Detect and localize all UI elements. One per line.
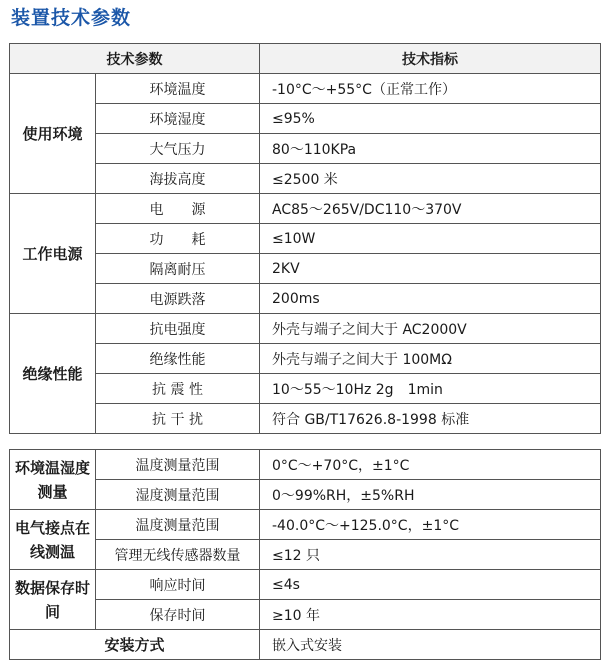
item-cell: 温度测量范围 <box>96 450 260 480</box>
table-row <box>10 134 601 164</box>
table-row <box>10 450 601 480</box>
value-cell: ≤2500 米 <box>260 164 601 194</box>
table-row <box>10 540 601 570</box>
install-label: 安装方式 <box>10 630 260 660</box>
value-cell: 0°C～+70°C，±1°C <box>260 450 601 480</box>
value-cell: ≤4s <box>260 570 601 600</box>
category-cell: 使用环境 <box>10 74 96 194</box>
value-cell: 80～110KPa <box>260 134 601 164</box>
item-cell: 抗电强度 <box>96 314 260 344</box>
item-cell: 电 源 <box>96 194 260 224</box>
table-row <box>10 224 601 254</box>
item-cell: 电源跌落 <box>96 284 260 314</box>
value-cell: 外壳与端子之间大于 100MΩ <box>260 344 601 374</box>
item-cell: 功 耗 <box>96 224 260 254</box>
item-cell: 环境温度 <box>96 74 260 104</box>
category-cell: 工作电源 <box>10 194 96 314</box>
value-cell: 符合 GB/T17626.8-1998 标准 <box>260 404 601 434</box>
header-specs: 技术指标 <box>260 44 601 74</box>
install-value: 嵌入式安装 <box>260 630 601 660</box>
value-cell: -40.0°C～+125.0°C，±1°C <box>260 510 601 540</box>
table-row <box>10 74 601 104</box>
value-cell: ≤10W <box>260 224 601 254</box>
value-cell: 0～99%RH，±5%RH <box>260 480 601 510</box>
value-cell: 外壳与端子之间大于 AC2000V <box>260 314 601 344</box>
category-cell: 绝缘性能 <box>10 314 96 434</box>
category-cell: 数据保存时间 <box>10 570 96 630</box>
value-cell: AC85～265V/DC110～370V <box>260 194 601 224</box>
value-cell: ≥10 年 <box>260 600 601 630</box>
category-cell: 电气接点在线测温 <box>10 510 96 570</box>
value-cell: 10～55～10Hz 2g 1min <box>260 374 601 404</box>
table-row <box>10 510 601 540</box>
table-row <box>10 104 601 134</box>
table-row <box>10 164 601 194</box>
table-row <box>10 344 601 374</box>
table-row <box>10 570 601 600</box>
table-row <box>10 194 601 224</box>
table-row <box>10 630 601 660</box>
page-title: 装置技术参数 <box>11 7 132 29</box>
item-cell: 保存时间 <box>96 600 260 630</box>
item-cell: 海拔高度 <box>96 164 260 194</box>
table-header-row <box>10 44 601 74</box>
table-row <box>10 314 601 344</box>
table-row <box>10 284 601 314</box>
value-cell: 2KV <box>260 254 601 284</box>
table-row <box>10 480 601 510</box>
table-row <box>10 254 601 284</box>
item-cell: 环境湿度 <box>96 104 260 134</box>
item-cell: 绝缘性能 <box>96 344 260 374</box>
category-cell: 环境温湿度测量 <box>10 450 96 510</box>
value-cell: -10°C～+55°C（正常工作） <box>260 74 601 104</box>
item-cell: 湿度测量范围 <box>96 480 260 510</box>
item-cell: 隔离耐压 <box>96 254 260 284</box>
item-cell: 温度测量范围 <box>96 510 260 540</box>
value-cell: ≤12 只 <box>260 540 601 570</box>
item-cell: 管理无线传感器数量 <box>96 540 260 570</box>
table-row <box>10 404 601 434</box>
value-cell: ≤95% <box>260 104 601 134</box>
item-cell: 抗 震 性 <box>96 374 260 404</box>
measurement-table <box>9 449 601 660</box>
item-cell: 大气压力 <box>96 134 260 164</box>
value-cell: 200ms <box>260 284 601 314</box>
tech-params-table <box>9 43 601 434</box>
header-params: 技术参数 <box>10 44 260 74</box>
table-row <box>10 600 601 630</box>
item-cell: 响应时间 <box>96 570 260 600</box>
item-cell: 抗 干 扰 <box>96 404 260 434</box>
table-row <box>10 374 601 404</box>
